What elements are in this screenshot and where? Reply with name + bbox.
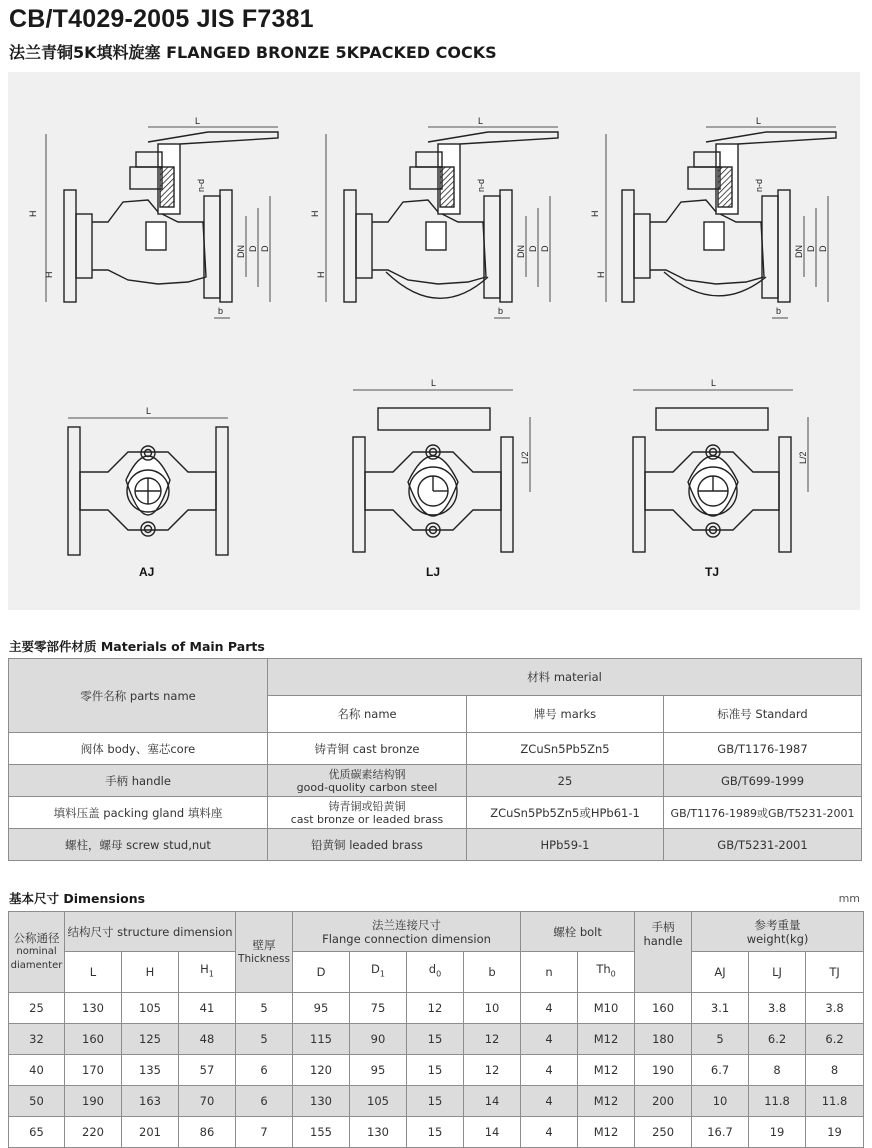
dimension-cell: 4 bbox=[521, 1086, 578, 1117]
label-h-tj: H bbox=[590, 210, 600, 217]
dimension-cell: 8 bbox=[749, 1055, 806, 1086]
dimension-cell: 6.2 bbox=[749, 1024, 806, 1055]
dimension-cell: 3.1 bbox=[692, 993, 749, 1024]
page-subtitle: 法兰青铜5K填料旋塞 FLANGED BRONZE 5KPACKED COCKS bbox=[9, 43, 497, 62]
dimension-cell: 190 bbox=[635, 1055, 692, 1086]
technical-drawing bbox=[8, 72, 860, 610]
label-l2-lj: L/2 bbox=[520, 451, 530, 464]
dimension-cell: 170 bbox=[65, 1055, 122, 1086]
dimension-cell: 4 bbox=[521, 993, 578, 1024]
dimension-cell: 48 bbox=[179, 1024, 236, 1055]
dimension-cell: M12 bbox=[578, 1024, 635, 1055]
label-h-lj: H bbox=[310, 210, 320, 217]
dimension-cell: 14 bbox=[464, 1086, 521, 1117]
dimension-cell: 6.7 bbox=[692, 1055, 749, 1086]
th-h1: $H_1$ bbox=[179, 952, 236, 993]
dimensions-section-title: 基本尺寸 Dimensions bbox=[9, 891, 146, 906]
top-view-tj bbox=[633, 390, 808, 552]
th-flange: 法兰连接尺寸 Flange connection dimension bbox=[293, 912, 521, 952]
dimensions-body bbox=[9, 993, 864, 1148]
th-n: n bbox=[521, 952, 578, 993]
label-l-top-aj: L bbox=[146, 406, 152, 416]
dimension-cell: 3.8 bbox=[749, 993, 806, 1024]
label-nd-tj: n-d bbox=[754, 178, 764, 192]
material-standard: GB/T5231-2001 bbox=[664, 829, 862, 861]
materials-table bbox=[8, 658, 862, 861]
dimension-row bbox=[9, 993, 864, 1024]
th-structure: 结构尺寸 structure dimension bbox=[65, 912, 236, 952]
dimension-cell: 105 bbox=[350, 1086, 407, 1117]
materials-section-title: 主要零部件材质 Materials of Main Parts bbox=[9, 639, 265, 654]
th-h: H bbox=[122, 952, 179, 993]
material-name: 铸青铜或铅黄铜 cast bronze or leaded brass bbox=[268, 797, 467, 829]
dimension-cell: 25 bbox=[9, 993, 65, 1024]
material-marks: ZCuSn5Pb5Zn5或HPb61-1 bbox=[467, 797, 664, 829]
dimension-cell: 160 bbox=[65, 1024, 122, 1055]
side-view-tj bbox=[606, 127, 836, 318]
dimension-cell: M12 bbox=[578, 1117, 635, 1148]
material-part: 手柄 handle bbox=[9, 765, 268, 797]
label-b-lj: b bbox=[498, 306, 504, 316]
th-handle: 手柄 handle bbox=[635, 912, 692, 993]
th-weight: 参考重量 weight(kg) bbox=[692, 912, 864, 952]
th-aj: AJ bbox=[692, 952, 749, 993]
label-d-aj: D bbox=[260, 245, 270, 252]
th-lj: LJ bbox=[749, 952, 806, 993]
dimension-cell: 10 bbox=[464, 993, 521, 1024]
dimension-cell: 200 bbox=[635, 1086, 692, 1117]
dimension-cell: 130 bbox=[350, 1117, 407, 1148]
dimension-cell: 130 bbox=[293, 1086, 350, 1117]
dimension-cell: 155 bbox=[293, 1117, 350, 1148]
dimension-cell: 50 bbox=[9, 1086, 65, 1117]
dimension-cell: 14 bbox=[464, 1117, 521, 1148]
label-l-lj: L bbox=[478, 116, 484, 126]
dimension-cell: 19 bbox=[806, 1117, 864, 1148]
th-thickness: 壁厚 Thickness bbox=[236, 912, 293, 993]
caption-lj: LJ bbox=[426, 565, 441, 579]
dimension-row bbox=[9, 1024, 864, 1055]
label-h1-aj: H bbox=[44, 271, 54, 278]
dimension-cell: 130 bbox=[65, 993, 122, 1024]
dimension-cell: 86 bbox=[179, 1117, 236, 1148]
dimension-cell: 12 bbox=[464, 1055, 521, 1086]
top-view-aj bbox=[68, 418, 228, 555]
dimension-cell: 250 bbox=[635, 1117, 692, 1148]
label-l2-tj: L/2 bbox=[798, 451, 808, 464]
dimensions-table bbox=[8, 911, 864, 1148]
dimension-cell: 15 bbox=[407, 1024, 464, 1055]
dimension-cell: 163 bbox=[122, 1086, 179, 1117]
th-d: D bbox=[293, 952, 350, 993]
material-part: 填料压盖 packing gland 填料座 bbox=[9, 797, 268, 829]
material-standard: GB/T1176-1987 bbox=[664, 733, 862, 765]
dimension-row bbox=[9, 1086, 864, 1117]
dimension-cell: 7 bbox=[236, 1117, 293, 1148]
material-part: 阀体 body、塞芯core bbox=[9, 733, 268, 765]
dimension-cell: 160 bbox=[635, 993, 692, 1024]
dimension-cell: 32 bbox=[9, 1024, 65, 1055]
dimension-cell: 180 bbox=[635, 1024, 692, 1055]
th-th0: $Th_0$ bbox=[578, 952, 635, 993]
caption-tj: TJ bbox=[705, 565, 720, 579]
dimension-cell: 70 bbox=[179, 1086, 236, 1117]
dimension-cell: 95 bbox=[293, 993, 350, 1024]
dimension-cell: 57 bbox=[179, 1055, 236, 1086]
material-marks: ZCuSn5Pb5Zn5 bbox=[467, 733, 664, 765]
dimension-cell: 19 bbox=[749, 1117, 806, 1148]
label-b-aj: b bbox=[218, 306, 224, 316]
dimension-cell: 6.2 bbox=[806, 1024, 864, 1055]
label-dn-tj: DN bbox=[794, 245, 804, 258]
side-view-aj bbox=[46, 127, 278, 318]
label-h1-tj: H bbox=[596, 271, 606, 278]
dimension-cell: 220 bbox=[65, 1117, 122, 1148]
label-dn-lj: DN bbox=[516, 245, 526, 258]
dimension-cell: 4 bbox=[521, 1117, 578, 1148]
dimension-cell: 11.8 bbox=[749, 1086, 806, 1117]
th-bolt: 螺栓 bolt bbox=[521, 912, 635, 952]
th-name: 名称 name bbox=[268, 696, 467, 733]
label-d1-lj: D bbox=[528, 245, 538, 252]
th-tj: TJ bbox=[806, 952, 864, 993]
dimension-cell: 41 bbox=[179, 993, 236, 1024]
th-standard: 标准号 Standard bbox=[664, 696, 862, 733]
dimension-cell: M12 bbox=[578, 1086, 635, 1117]
dimension-cell: 95 bbox=[350, 1055, 407, 1086]
label-l-top-tj: L bbox=[711, 378, 717, 388]
label-l-tj: L bbox=[756, 116, 762, 126]
material-part: 螺柱，螺母 screw stud,nut bbox=[9, 829, 268, 861]
label-h-aj: H bbox=[28, 210, 38, 217]
material-marks: HPb59-1 bbox=[467, 829, 664, 861]
label-d-lj: D bbox=[540, 245, 550, 252]
th-material: 材料 material bbox=[268, 659, 862, 696]
label-d-tj: D bbox=[818, 245, 828, 252]
dimension-cell: 16.7 bbox=[692, 1117, 749, 1148]
dimension-cell: 105 bbox=[122, 993, 179, 1024]
label-nd-aj: n-d bbox=[196, 178, 206, 192]
th-b: b bbox=[464, 952, 521, 993]
label-l-aj: L bbox=[195, 116, 201, 126]
th-d1: $D_1$ bbox=[350, 952, 407, 993]
dimension-cell: 15 bbox=[407, 1055, 464, 1086]
label-l-top-lj: L bbox=[431, 378, 437, 388]
top-view-lj bbox=[353, 390, 530, 552]
unit-label: mm bbox=[838, 892, 860, 905]
side-view-lj bbox=[326, 127, 558, 318]
label-dn-aj: DN bbox=[236, 245, 246, 258]
label-h1-lj: H bbox=[316, 271, 326, 278]
dimension-cell: 65 bbox=[9, 1117, 65, 1148]
dimension-cell: 11.8 bbox=[806, 1086, 864, 1117]
dimension-cell: 10 bbox=[692, 1086, 749, 1117]
dimension-cell: 135 bbox=[122, 1055, 179, 1086]
dimension-cell: 12 bbox=[407, 993, 464, 1024]
dimension-cell: 5 bbox=[236, 1024, 293, 1055]
label-nd-lj: n-d bbox=[476, 178, 486, 192]
dimension-cell: 6 bbox=[236, 1086, 293, 1117]
material-name: 铸青铜 cast bronze bbox=[268, 733, 467, 765]
dimension-cell: M12 bbox=[578, 1055, 635, 1086]
dimension-cell: 15 bbox=[407, 1117, 464, 1148]
dimension-cell: 115 bbox=[293, 1024, 350, 1055]
dimension-cell: 75 bbox=[350, 993, 407, 1024]
caption-aj: AJ bbox=[139, 565, 155, 579]
material-name: 优质碳素结构钢 good-quolity carbon steel bbox=[268, 765, 467, 797]
page-title: CB/T4029-2005 JIS F7381 bbox=[9, 5, 314, 33]
dimension-cell: 125 bbox=[122, 1024, 179, 1055]
dimension-cell: 120 bbox=[293, 1055, 350, 1086]
dimension-cell: 3.8 bbox=[806, 993, 864, 1024]
dimension-cell: 90 bbox=[350, 1024, 407, 1055]
dimension-row bbox=[9, 1117, 864, 1148]
dimension-cell: 8 bbox=[806, 1055, 864, 1086]
dimension-cell: 4 bbox=[521, 1024, 578, 1055]
dimension-cell: M10 bbox=[578, 993, 635, 1024]
label-d1-aj: D bbox=[248, 245, 258, 252]
label-d1-tj: D bbox=[806, 245, 816, 252]
th-d0: $d_0$ bbox=[407, 952, 464, 993]
dimension-cell: 12 bbox=[464, 1024, 521, 1055]
dimension-cell: 201 bbox=[122, 1117, 179, 1148]
material-standard: GB/T699-1999 bbox=[664, 765, 862, 797]
dimension-cell: 5 bbox=[236, 993, 293, 1024]
th-parts-name: 零件名称 parts name bbox=[9, 659, 268, 733]
dimension-cell: 4 bbox=[521, 1055, 578, 1086]
dimension-cell: 5 bbox=[692, 1024, 749, 1055]
material-name: 铅黄铜 leaded brass bbox=[268, 829, 467, 861]
dimension-row bbox=[9, 1055, 864, 1086]
th-nominal: 公称通径 nominal diamenter bbox=[9, 912, 65, 993]
dimension-cell: 6 bbox=[236, 1055, 293, 1086]
label-b-tj: b bbox=[776, 306, 782, 316]
th-marks: 牌号 marks bbox=[467, 696, 664, 733]
dimension-cell: 190 bbox=[65, 1086, 122, 1117]
material-marks: 25 bbox=[467, 765, 664, 797]
valve-drawings-svg bbox=[8, 72, 860, 610]
dimension-cell: 15 bbox=[407, 1086, 464, 1117]
dimension-cell: 40 bbox=[9, 1055, 65, 1086]
th-l: L bbox=[65, 952, 122, 993]
material-standard: GB/T1176-1989或GB/T5231-2001 bbox=[664, 797, 862, 829]
